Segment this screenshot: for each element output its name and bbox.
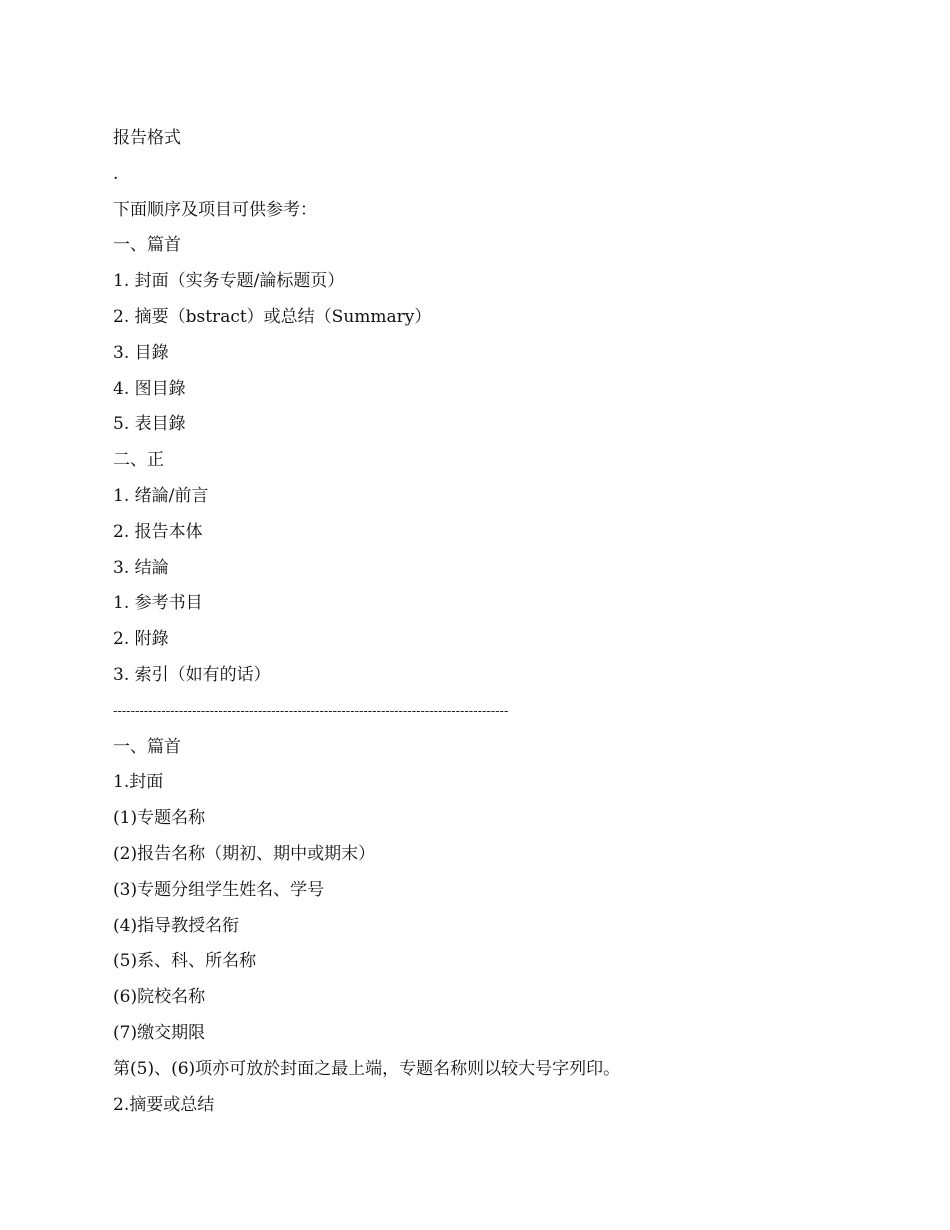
outline-item: 1. 参考书目: [113, 593, 203, 614]
outline-item: 3. 结論: [113, 557, 169, 578]
detail-item: (3)专题分组学生姓名、学号: [113, 879, 325, 900]
outline-section-heading: 二、正: [113, 450, 164, 471]
outline-item: 2. 摘要（bstract）或总结（Summary）: [113, 306, 432, 327]
detail-item: (5)系、科、所名称: [113, 951, 257, 972]
detail-note: 第(5)、(6)项亦可放於封面之最上端，专题名称则以较大号字列印。: [113, 1058, 621, 1079]
outline-item: 3. 目錄: [113, 342, 169, 363]
detail-subheading: 1.封面: [113, 772, 164, 793]
outline-section-heading: 一、篇首: [113, 235, 181, 256]
outline-item: 5. 表目錄: [113, 414, 186, 435]
detail-item: (7)缴交期限: [113, 1022, 206, 1043]
dot-marker: .: [113, 163, 119, 184]
detail-section-heading: 一、篇首: [113, 736, 181, 757]
outline-item: 2. 附錄: [113, 629, 169, 650]
intro-text: 下面顺序及项目可供参考：: [113, 199, 317, 220]
detail-item: (4)指导教授名衔: [113, 915, 240, 936]
detail-item: (6)院校名称: [113, 987, 206, 1008]
outline-item: 2. 报告本体: [113, 521, 203, 542]
section-divider: ------------------------------------------------------------------------------------------: [113, 703, 509, 719]
outline-item: 4. 图目錄: [113, 378, 186, 399]
detail-item: (2)报告名称（期初、期中或期末）: [113, 843, 376, 864]
outline-item: 1. 绪論/前言: [113, 485, 209, 506]
document-title: 报告格式: [113, 128, 181, 148]
detail-subheading: 2.摘要或总结: [113, 1094, 215, 1115]
detail-item: (1)专题名称: [113, 808, 206, 829]
document-body: [113, 121, 833, 1123]
outline-item: 1. 封面（实务专题/論标题页）: [113, 271, 345, 292]
outline-item: 3. 索引（如有的话）: [113, 664, 271, 685]
